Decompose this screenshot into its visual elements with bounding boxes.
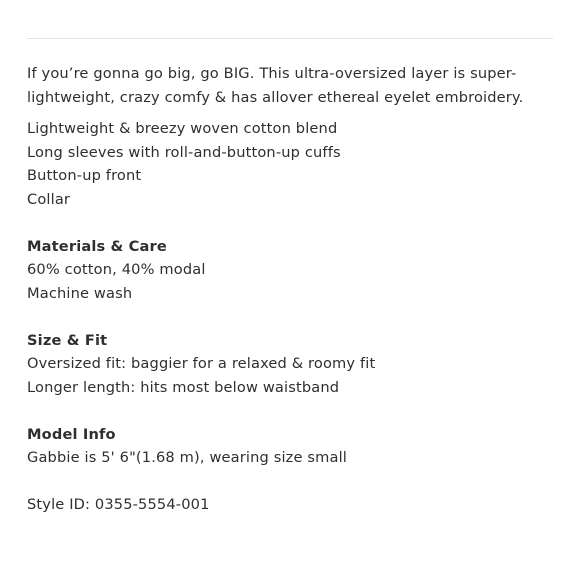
feature-item: Lightweight & breezy woven cotton blend	[27, 120, 338, 137]
description-line: lightweight, crazy comfy & has allover ethereal eyelet embroidery.	[27, 88, 524, 106]
description-line: If you’re gonna go big, go BIG. This ultra-oversized layer is super-	[27, 65, 517, 82]
feature-item: Long sleeves with roll-and-button-up cuffs	[27, 143, 341, 161]
size-fit-line: Oversized fit: baggier for a relaxed & roomy fit	[27, 355, 376, 372]
model-info-title: Model Info	[27, 425, 116, 443]
materials-title: Materials & Care	[27, 237, 167, 255]
model-info-line: Gabbie is 5' 6"(1.68 m), wearing size small	[27, 449, 348, 466]
size-fit-section	[27, 329, 557, 400]
feature-item: Collar	[27, 190, 71, 208]
size-fit-line: Longer length: hits most below waistband	[27, 378, 340, 396]
feature-item: Button-up front	[27, 167, 142, 184]
size-fit-title: Size & Fit	[27, 331, 108, 349]
model-info-section	[27, 423, 557, 470]
feature-list	[27, 117, 557, 211]
materials-section	[27, 235, 557, 306]
product-details	[27, 62, 557, 517]
top-divider	[27, 38, 553, 39]
materials-line: 60% cotton, 40% modal	[27, 261, 206, 278]
materials-line: Machine wash	[27, 284, 133, 302]
product-description	[27, 62, 557, 109]
style-id: Style ID: 0355-5554-001	[27, 496, 210, 513]
